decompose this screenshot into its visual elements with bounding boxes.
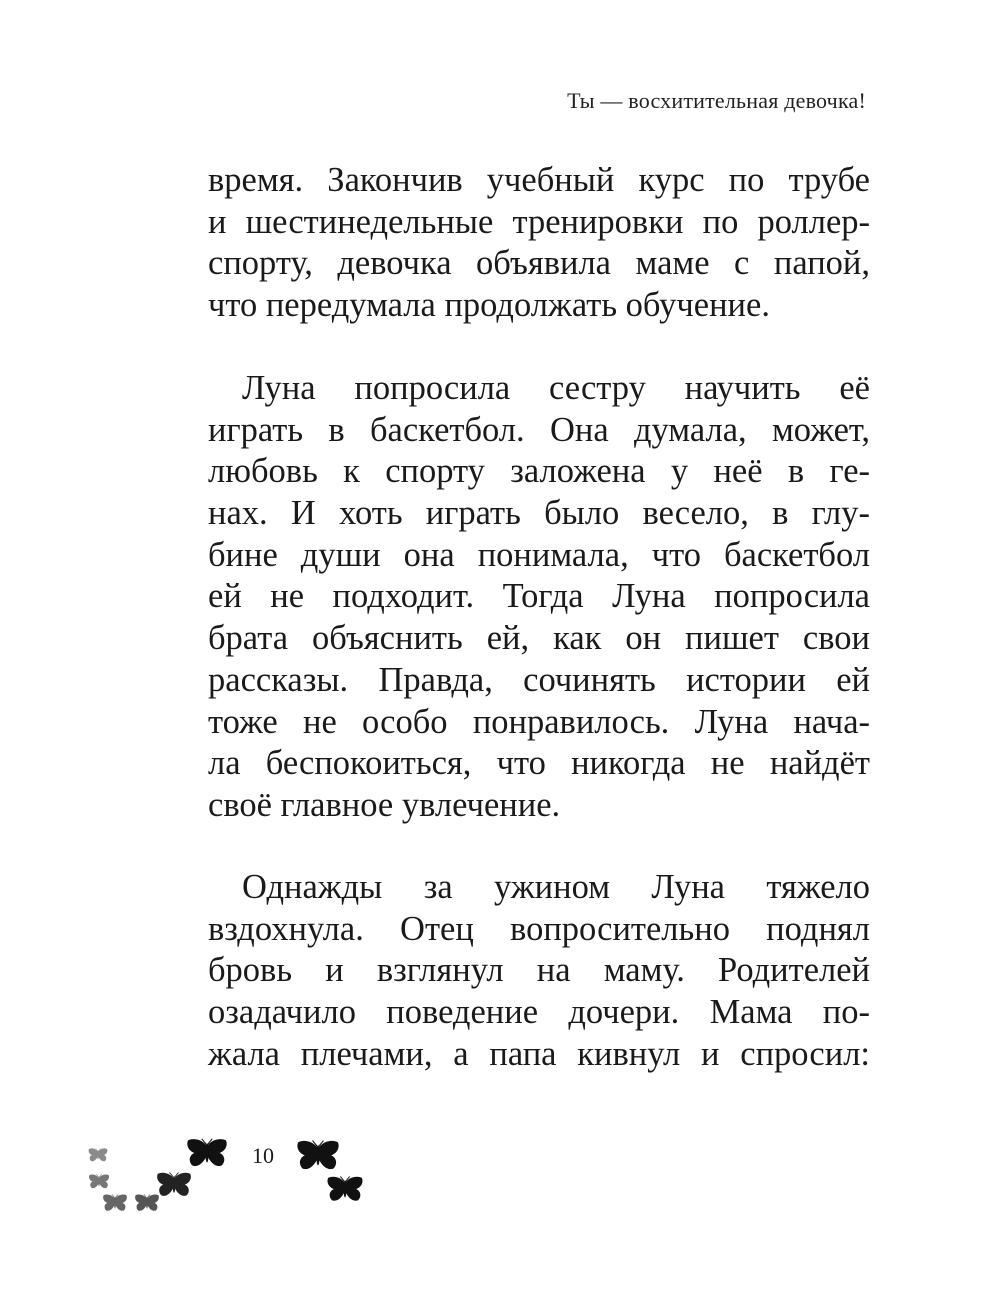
text-line: тоже не особо понравилось. Луна нача-	[208, 702, 870, 741]
page-number: 10	[252, 1143, 274, 1168]
text-line: рассказы. Правда, сочинять истории ей	[208, 660, 870, 699]
text-line: время. Закончив учебный курс по трубе	[208, 161, 870, 199]
text-line: ей не подходит. Тогда Луна попросила	[208, 577, 870, 616]
paragraph-1	[208, 160, 870, 327]
text-line: спорту, девочка объявила маме с папой,	[208, 244, 870, 283]
butterfly-icon	[102, 1194, 128, 1213]
text-line: любовь к спорту заложена у неё в ге-	[208, 452, 870, 491]
paragraph-2	[208, 368, 870, 827]
text-line: что передумала продолжать обучение.	[208, 286, 770, 325]
text-line: и шестинедельные тренировки по роллер-	[208, 202, 870, 241]
text-line: Луна попросила сестру научить её	[242, 369, 870, 407]
butterfly-icon	[156, 1172, 192, 1199]
text-line: своё главное увлечение.	[208, 785, 561, 824]
text-line: бровь и взглянул на маму. Родителей	[208, 951, 870, 990]
paragraph-3	[208, 867, 870, 1075]
butterfly-icon	[326, 1176, 364, 1204]
text-line: ла беспокоиться, что никогда не найдёт	[208, 744, 870, 783]
butterfly-icon	[88, 1174, 110, 1190]
butterfly-icon	[186, 1138, 228, 1170]
text-line: вздохнула. Отец вопросительно поднял	[208, 909, 870, 948]
text-line: бине души она понимала, что баскетбол	[208, 535, 870, 574]
text-line: жала плечами, а папа кивнул и спросил:	[208, 1034, 870, 1073]
text-line: нах. И хоть играть было весело, в глу-	[208, 494, 870, 533]
butterfly-icon	[88, 1148, 108, 1163]
text-line: Однажды за ужином Луна тяжело	[242, 868, 870, 906]
text-line: озадачило поведение дочери. Мама по-	[208, 993, 870, 1032]
text-line: брата объяснить ей, как он пишет свои	[208, 619, 870, 658]
butterfly-icon	[296, 1140, 340, 1173]
text-line: играть в баскетбол. Она думала, может,	[208, 410, 870, 449]
running-head: Ты — восхитительная девочка!	[567, 88, 866, 113]
